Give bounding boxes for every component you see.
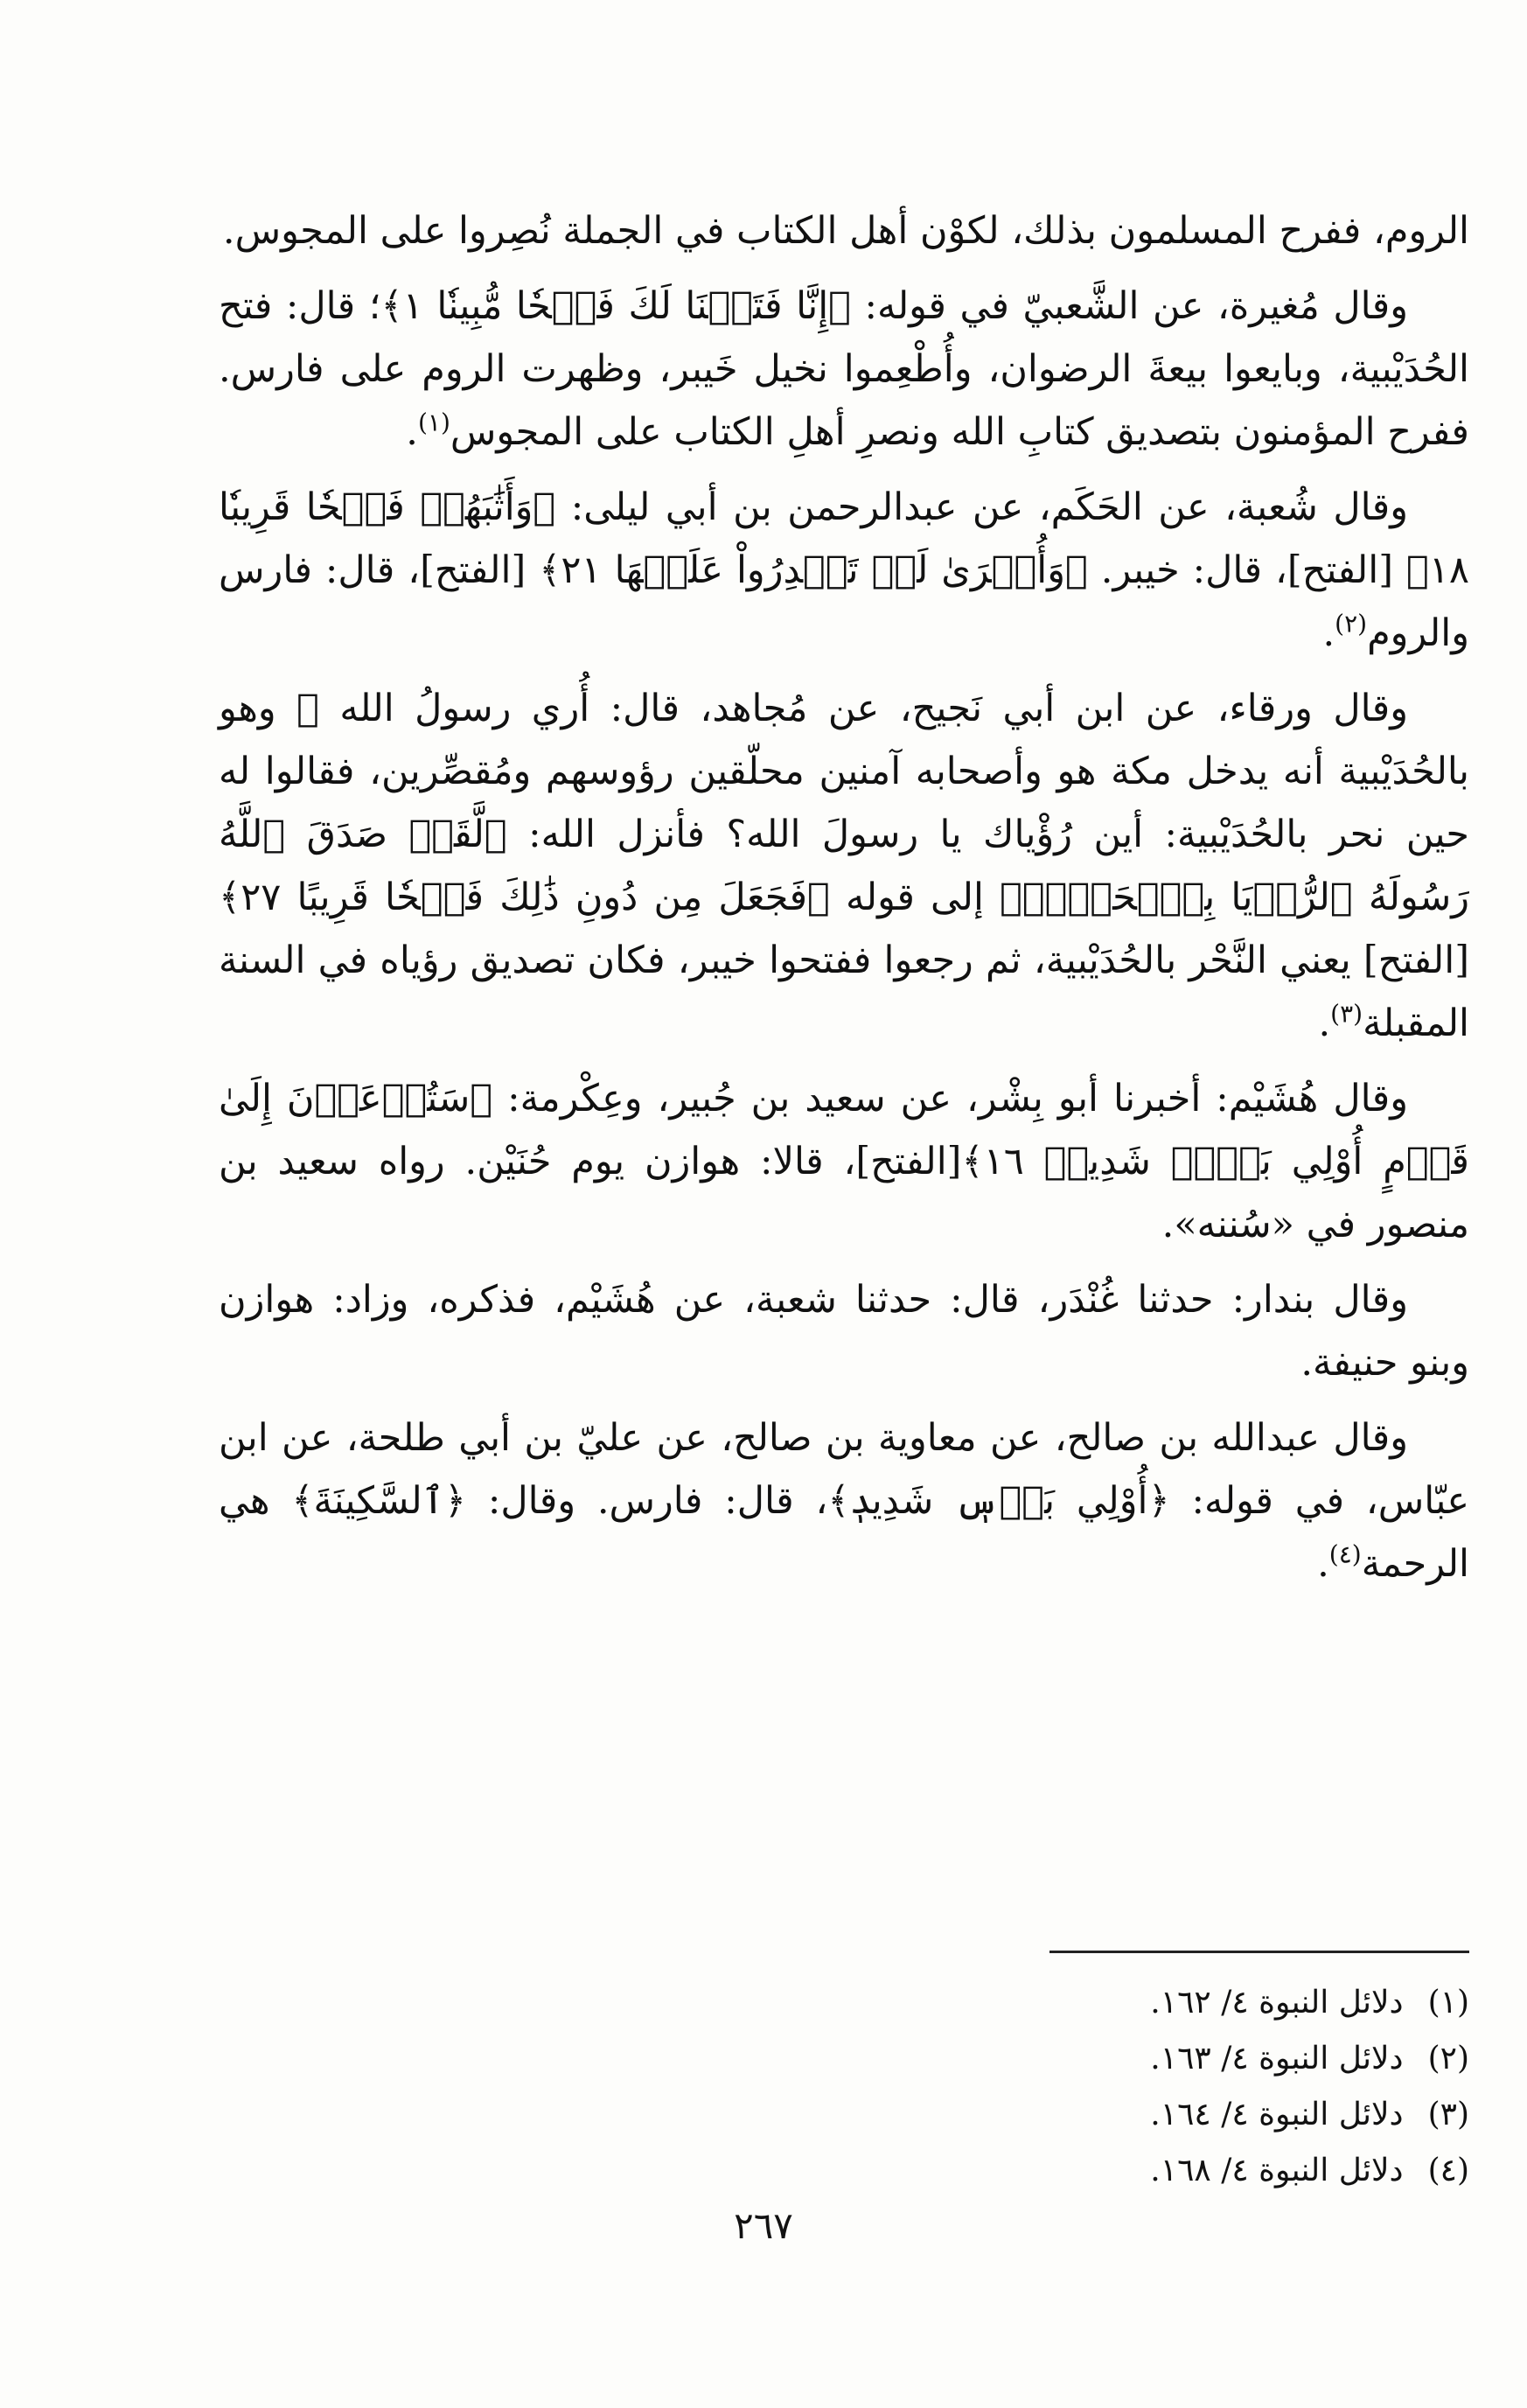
quran-verse: ﴿إِنَّا فَتَحۡنَا لَكَ فَتۡحٗا مُّبِينٗا ١﴾	[380, 284, 851, 328]
body-text: [الفتح]، قال: فارس والروم	[219, 548, 1469, 655]
footnotes	[612, 1975, 1469, 2199]
footnote-number: (٣)	[1427, 2097, 1469, 2132]
body-text: إلى قوله	[829, 876, 1001, 919]
body-text: الروم، ففرح المسلمون بذلك، لكوْن أهل الكتاب في الجملة نُصِروا على المجوس.	[222, 209, 1469, 253]
footnote-reference: (٤)	[1328, 1539, 1362, 1569]
footnote-number: (٢)	[1427, 2041, 1469, 2076]
footnote-line	[612, 2031, 1469, 2087]
body-text: وقال عبدالله بن صالح، عن معاوية بن صالح، عن عليّ بن أبي طلحة، عن ابن عبّاس، في قوله:	[219, 1416, 1470, 1523]
footnote-text: دلائل النبوة ٤/ ١٦٢.	[1150, 1985, 1404, 2021]
quran-verse: ﴿وَأَثَٰبَهُمۡ فَتۡحٗا قَرِيبٗا ١٨﴾	[219, 485, 1470, 592]
quran-verse: ﴿فَجَعَلَ مِن دُونِ ذَٰلِكَ فَتۡحٗا قَرِيبًا ٢٧﴾	[219, 876, 830, 919]
footnote-text: دلائل النبوة ٤/ ١٦٨.	[1150, 2153, 1404, 2188]
footnote-divider	[1049, 1951, 1469, 1953]
quran-verse: ﴿وَأُخۡرَىٰ لَمۡ تَقۡدِرُواْ عَلَيۡهَا ٢١﴾	[539, 548, 1088, 592]
quran-verse: ﴿سَتُدۡعَوۡنَ إِلَىٰ قَوۡمٍ أُوْلِي بَأۡسٖ شَدِيدٖ ١٦﴾	[219, 1077, 1469, 1183]
body-text: .	[1317, 1542, 1329, 1586]
footnote-reference: (٢)	[1335, 609, 1368, 639]
footnote-line	[612, 2087, 1469, 2143]
quran-verse: ﴿أُوْلِي بَأۡسٖ شَدِيدٖ﴾	[827, 1479, 1170, 1523]
paragraph	[219, 199, 1469, 262]
body-text: .	[1322, 611, 1335, 655]
page-number: ٢٦٧	[734, 2204, 793, 2247]
footnote-reference: (٣)	[1330, 999, 1363, 1029]
body-text: هي الرحمة	[219, 1479, 1469, 1586]
body-text: وقال هُشَيْم: أخبرنا أبو بِشْر، عن سعيد بن جُبير، وعِكْرمة:	[492, 1077, 1408, 1120]
footnote-text: دلائل النبوة ٤/ ١٦٣.	[1150, 2041, 1404, 2076]
body-text: [الفتح] يعني النَّحْر بالحُدَيْبية، ثم رجعوا ففتحوا خيبر، فكان تصديق رؤياه في السنة المقبلة	[219, 939, 1469, 1045]
body-text: وقال شُعبة، عن الحَكَم، عن عبدالرحمن بن أبي ليلى:	[555, 485, 1409, 529]
body-text: وقال بندار: حدثنا غُنْدَر، قال: حدثنا شعبة، عن هُشَيْم، فذكره، وزاد: هوازن وبنو حنيفة.	[219, 1278, 1469, 1385]
footnote-reference: (١)	[417, 408, 450, 437]
footnote-line	[612, 1975, 1469, 2031]
footnote-line	[612, 2143, 1469, 2199]
paragraph	[219, 275, 1469, 464]
quran-verse: ﴿لَّقَدۡ صَدَقَ ٱللَّهُ رَسُولَهُ ٱلرُّءۡيَا بِٱلۡحَقِّۖ﴾	[219, 813, 1470, 919]
paragraph	[219, 1067, 1469, 1256]
quran-verse: ﴿ٱلسَّكِينَةَ﴾	[291, 1479, 467, 1523]
body-text: وقال ورقاء، عن ابن أبي نَجيح، عن مُجاهد، قال: أُري رسولُ الله ﷺ وهو بالحُدَيْبية أنه يدخل مكة هو وأصحابه آمنين محلّقين رؤوسهم ومُقصِّرين، فقالوا له حين نحر بالحُدَيْبية: أين رُؤْياك يا رسولَ الله؟ فأنزل الله:	[219, 687, 1470, 856]
paragraph	[219, 1406, 1469, 1595]
body-text: [الفتح]، قالا: هوازن يوم حُنَيْن. رواه سعيد بن منصور في «سُننه».	[219, 1140, 1469, 1246]
footnote-number: (١)	[1427, 1985, 1469, 2021]
main-text	[219, 199, 1469, 1608]
footnote-text: دلائل النبوة ٤/ ١٦٤.	[1150, 2097, 1404, 2132]
body-text: [الفتح]، قال: خيبر.	[1087, 548, 1406, 592]
body-text: وقال مُغيرة، عن الشَّعبيّ في قوله:	[850, 284, 1408, 328]
footnote-number: (٤)	[1427, 2153, 1469, 2188]
body-text: ؛ قال: فتح الحُدَيْبية، وبايعوا بيعةَ الرضوان، وأُطْعِموا نخيل خَيبر، وظهرت الروم على فارس. ففرح المؤمنون بتصديق كتابِ الله ونصرِ أهلِ الكتاب على المجوس	[219, 284, 1469, 454]
paragraph	[219, 1268, 1469, 1394]
body-text: .	[406, 410, 418, 454]
body-text: ، قال: فارس. وقال:	[466, 1479, 828, 1523]
paragraph	[219, 476, 1469, 665]
body-text: .	[1318, 1002, 1331, 1045]
paragraph	[219, 677, 1469, 1055]
